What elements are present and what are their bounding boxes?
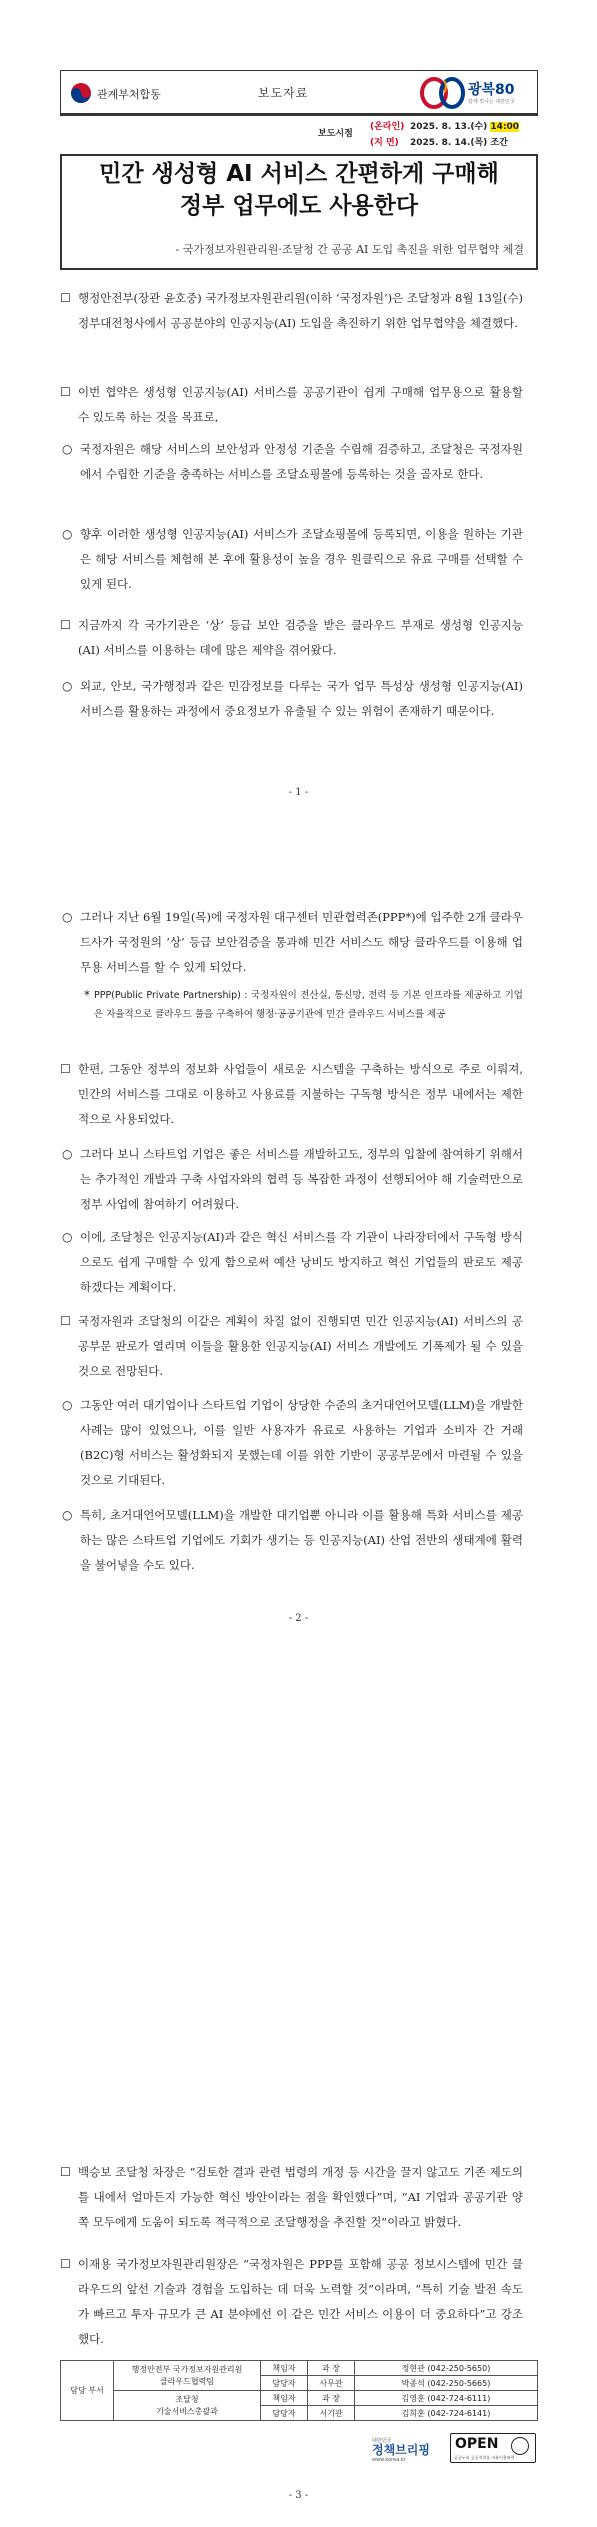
- online-date: 2025. 8. 13.(수): [410, 122, 491, 132]
- cc-icon: [511, 2437, 529, 2455]
- paragraph-12: ○ 그동안 여러 대기업이나 스타트업 기업이 상당한 수준의 초거대언어모델(LLM)을 개발한 사례는 많이 있었으나, 이를 일반 사용자가 유료로 사용하는 기업과 소비자 간 거래(B2C)형 서비스는 활성화되지 못했는데 이를 위한 기반이 공공부문에서 마련될 수 있을 것으로 기대된다.: [80, 1393, 523, 1493]
- role-cell: 책임자: [261, 2361, 308, 2376]
- paragraph-14: ☐ 백승보 조달청 차장은 “검토한 결과 관련 법령의 개정 등 시간을 끌지 않고도 기존 제도의 틀 내에서 얼마든지 가능한 혁신 방안이라는 점을 확인했다”며, “AI 기업과 공공기관 양쪽 모두에게 도움이 되도록 적극적으로 조달행정을 추진할 것”이라고 밝혔다.: [78, 2160, 523, 2235]
- gwangbok80-text: 광복80: [468, 82, 515, 98]
- gwangbok80-subtext: 함께 빛나는 대한민국: [468, 99, 515, 105]
- paragraph-2: ☐ 이번 협약은 생성형 인공지능(AI) 서비스를 공공기관이 쉽게 구매해 업무용으로 활용할 수 있도록 하는 것을 목표로,: [78, 380, 523, 430]
- circle-bullet: ○: [62, 1508, 73, 1522]
- square-bullet: ☐: [60, 1062, 71, 1076]
- subheadline: - 국가정보자원관리원·조달청 간 공공 AI 도입 촉진을 위한 업무협약 체결: [175, 243, 524, 256]
- square-bullet: ☐: [60, 1314, 71, 1328]
- policy-briefing-logo: [372, 2437, 442, 2463]
- contact-name-cell: 정현관 (042-250-5650): [355, 2361, 538, 2376]
- contact-name-cell: 김영훈 (042-724-6111): [355, 2391, 538, 2406]
- embargo-online-row: [318, 119, 520, 139]
- title-cell: 과 장: [308, 2391, 355, 2406]
- paragraph-3: ○ 국정자원은 해당 서비스의 보안성과 안정성 기준을 수립해 검증하고, 조달청은 국정자원에서 수립한 기준을 충족하는 서비스를 조달쇼핑몰에 등록하는 것을 골자로 한다.: [80, 437, 523, 487]
- table-row: [61, 2361, 538, 2376]
- footnote-ppp: * PPP(Public Private Partnership) : 국정자원이 전산실, 통신망, 전력 등 기본 인프라를 제공하고 기업은 자율적으로 클라우드 풀을 구축하여 행정·공공기관에 민간 클라우드 서비스를 제공: [84, 988, 523, 1020]
- policy-briefing-url: www.korea.kr: [372, 2457, 406, 2463]
- square-bullet: ☐: [60, 291, 71, 305]
- headline-line-2: 정부 업무에도 사용한다: [179, 193, 419, 219]
- open-text: OPEN: [455, 2436, 499, 2452]
- embargo-print-row: [318, 135, 508, 148]
- ministry-name: 관계부처합동: [97, 88, 161, 101]
- square-bullet: ☐: [60, 2165, 71, 2179]
- title-cell: 서기관: [308, 2406, 355, 2421]
- paragraph-13: ○ 특히, 초거대언어모델(LLM)을 개발한 대기업뿐 아니라 이를 활용해 특화 서비스를 제공하는 많은 스타트업 기업에도 기회가 생기는 등 인공지능(AI) 산업 전반의 생태계에 활력을 불어넣을 수도 있다.: [80, 1503, 523, 1578]
- online-tag: (온라인): [370, 122, 405, 132]
- circle-bullet: ○: [62, 1230, 73, 1244]
- role-cell: 담당자: [261, 2406, 308, 2421]
- org1-cell: 행정안전부 국가정보자원관리원 클라우드협력팀: [114, 2361, 261, 2391]
- paragraph-4: ○ 향후 이러한 생성형 인공지능(AI) 서비스가 조달쇼핑몰에 등록되면, 이용을 원하는 기관은 해당 서비스를 체험해 본 후에 활용성이 높을 경우 원클릭으로 유료 구매를 선택할 수 있게 된다.: [80, 522, 523, 597]
- contact-name-cell: 김희훈 (042-724-6141): [355, 2406, 538, 2421]
- embargo-info: [318, 116, 538, 152]
- circle-bullet: ○: [62, 679, 73, 693]
- circle-bullet: ○: [62, 527, 73, 541]
- title-cell: 사무관: [308, 2376, 355, 2391]
- table-row: [61, 2391, 538, 2406]
- square-bullet: ☐: [60, 618, 71, 632]
- circle-bullet: ○: [62, 1147, 73, 1161]
- title-cell: 과 장: [308, 2361, 355, 2376]
- print-date: 2025. 8. 14.(목) 조간: [410, 138, 508, 148]
- policy-briefing-main: 정책브리핑: [372, 2443, 430, 2457]
- paragraph-8: ☐ 한편, 그동안 정부의 정보화 사업들이 새로운 시스템을 구축하는 방식으로 주로 이뤄져, 민간의 서비스를 그대로 이용하고 사용료를 지불하는 구독형 방식은 정부 내에서는 제한적으로 사용되었다.: [78, 1057, 523, 1132]
- kogl-open-logo: [450, 2433, 536, 2463]
- org2-cell: 조달청 기술서비스총괄과: [114, 2391, 261, 2421]
- circle-bullet: ○: [62, 910, 73, 924]
- gwangbok80-emblem-icon: [418, 76, 466, 110]
- page-number-3: - 3 -: [288, 2490, 309, 2501]
- circle-bullet: ○: [62, 1398, 73, 1412]
- asterisk-marker: *: [84, 988, 90, 1002]
- role-cell: 담당자: [261, 2376, 308, 2391]
- embargo-label: 보도시점: [318, 129, 353, 139]
- square-bullet: ☐: [60, 2257, 71, 2271]
- paragraph-10: ○ 이에, 조달청은 인공지능(AI)과 같은 혁신 서비스를 각 기관이 나라장터에서 구독형 방식으로도 쉽게 구매할 수 있게 함으로써 예산 낭비도 방지하고 혁신 기업들의 판로도 제공하겠다는 계획이다.: [80, 1225, 523, 1300]
- square-bullet: ☐: [60, 385, 71, 399]
- headline: [62, 158, 536, 222]
- open-subtext: 공공누리 공공저작물 자유이용허락: [454, 2455, 515, 2460]
- paragraph-5: ☐ 지금까지 각 국가기관은 ‘상’ 등급 보안 검증을 받은 클라우드 부재로 생성형 인공지능(AI) 서비스를 이용하는 데에 많은 제약을 겪어왔다.: [78, 613, 523, 663]
- paragraph-6: ○ 외교, 안보, 국가행정과 같은 민감정보를 다루는 국가 업무 특성상 생성형 인공지능(AI) 서비스를 활용하는 과정에서 중요정보가 유출될 수 있는 위험이 존재하기 때문이다.: [80, 674, 523, 724]
- page-number-1: - 1 -: [288, 787, 309, 798]
- online-time: 14:00: [490, 122, 520, 132]
- paragraph-15: ☐ 이재용 국가정보자원관리원장은 “국정자원은 PPP를 포함해 공공 정보시스템에 민간 클라우드의 앞선 기술과 경험을 도입하는 데 더욱 노력할 것”이라며, “특히 기술 발전 속도가 빠르고 투자 규모가 큰 AI 분야에선 이 같은 민간 서비스 이용이 더 중요하다”고 강조했다.: [78, 2252, 523, 2352]
- role-cell: 책임자: [261, 2391, 308, 2406]
- contact-table: [60, 2360, 538, 2421]
- paragraph-11: ☐ 국정자원과 조달청의 이같은 계획이 차질 없이 진행되면 민간 인공지능(AI) 서비스의 공공부문 판로가 열리며 이들을 활용한 인공지능(AI) 서비스 개발에도 기폭제가 될 수 있을 것으로 전망된다.: [78, 1309, 523, 1384]
- paragraph-7: ○ 그러나 지난 6월 19일(목)에 국정자원 대구센터 민관협력존(PPP*)에 입주한 2개 클라우드사가 국정원의 ‘상’ 등급 보안검증을 통과해 민간 서비스도 해당 클라우드를 이용해 업무용 서비스를 할 수 있게 되었다.: [80, 905, 523, 980]
- headline-line-1: 민간 생성형 AI 서비스 간편하게 구매해: [99, 161, 499, 187]
- taegeuk-logo-icon: [70, 82, 92, 104]
- contact-name-cell: 박종석 (042-250-5665): [355, 2376, 538, 2391]
- paragraph-9: ○ 그러다 보니 스타트업 기업은 좋은 서비스를 개발하고도, 정부의 입찰에 참여하기 위해서는 추가적인 개발과 구축 사업자와의 협력 등 복잡한 과정이 선행되어야 해 기술력만으로 정부 사업에 참여하기 어려웠다.: [80, 1142, 523, 1217]
- policy-briefing-small: 대한민국: [372, 2438, 392, 2444]
- dept-label-cell: 담당 부서: [61, 2361, 114, 2421]
- press-release-label: 보도자료: [258, 86, 309, 100]
- gwangbok80-logo: [418, 76, 530, 110]
- paragraph-1: ☐ 행정안전부(장관 윤호중) 국가정보자원관리원(이하 ‘국정자원’)은 조달청과 8월 13일(수) 정부대전청사에서 공공분야의 인공지능(AI) 도입을 촉진하기 위한 업무협약을 체결했다.: [78, 286, 523, 336]
- page-number-2: - 2 -: [288, 1613, 309, 1624]
- print-tag: (지 면): [370, 138, 399, 148]
- circle-bullet: ○: [62, 442, 73, 456]
